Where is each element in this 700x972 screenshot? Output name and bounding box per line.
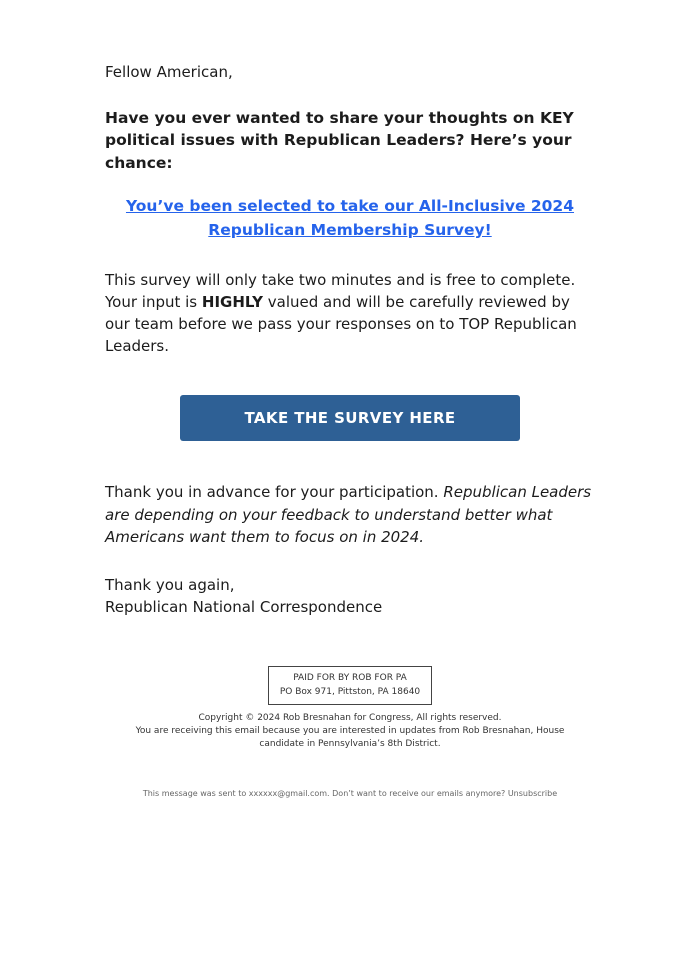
body-highlight: HIGHLY bbox=[201, 292, 263, 311]
body-part2: valued and will be carefully reviewed by our team before we pass your responses on to TOP Republican Leaders. bbox=[105, 292, 577, 356]
paid-for-line2: PO Box 971, Pittston, PA 18640 bbox=[279, 686, 421, 697]
greeting: Fellow American, bbox=[105, 63, 233, 81]
intro-heading: Have you ever wanted to share your thoughts on KEY political issues with Republican Leaders? Here’s your chance: bbox=[105, 108, 574, 172]
cta-button-row bbox=[105, 395, 595, 441]
sent-note-text: This message was sent to xxxxxx@gmail.com. Don’t want to receive our emails anymore? bbox=[142, 789, 508, 799]
thanks-paragraph bbox=[105, 481, 595, 548]
survey-link[interactable]: You’ve been selected to take our All-Inclusive 2024 Republican Membership Survey! bbox=[125, 197, 575, 240]
subscription-reason-text: You are receiving this email because you are interested in updates from Rob Bresnahan, House candidate in Pennsylvania’s 8th District. bbox=[135, 725, 565, 749]
thanks-part1: Thank you in advance for your participation. bbox=[105, 483, 444, 502]
take-survey-button[interactable]: TAKE THE SURVEY HERE bbox=[180, 395, 520, 441]
signoff bbox=[105, 574, 595, 618]
unsubscribe-link[interactable]: Unsubscribe bbox=[507, 789, 558, 799]
body-part1: This survey will only take two minutes and is free to complete. Your input is bbox=[105, 270, 576, 311]
sent-note bbox=[0, 788, 700, 799]
survey-link-row bbox=[110, 194, 590, 243]
signoff-line2: Republican National Correspondence bbox=[105, 598, 383, 617]
paid-for-box bbox=[268, 666, 432, 705]
paid-for-line1: PAID FOR BY ROB FOR PA bbox=[293, 673, 407, 684]
thanks-italic: Republican Leaders are depending on your feedback to understand better what Americans want them to focus on in 2024. bbox=[105, 483, 592, 546]
copyright-text: Copyright © 2024 Rob Bresnahan for Congress, All rights reserved. bbox=[198, 713, 502, 724]
body-paragraph bbox=[105, 269, 595, 358]
signoff-line1: Thank you again, bbox=[105, 575, 235, 594]
footer bbox=[0, 712, 700, 750]
